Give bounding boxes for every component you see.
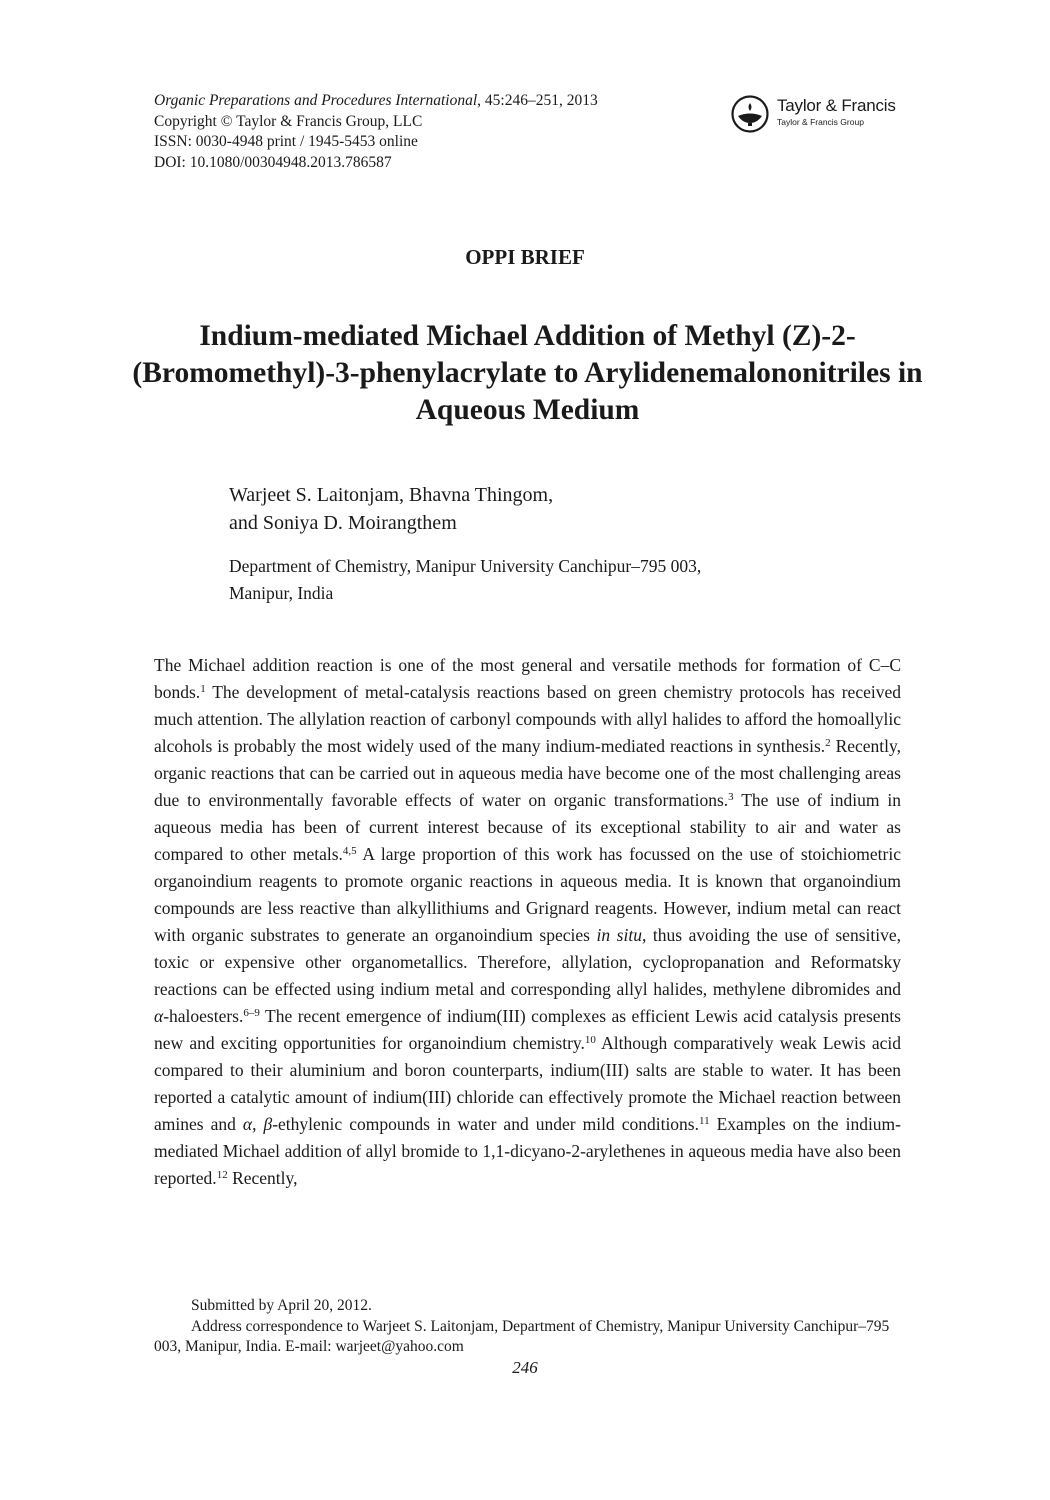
section-label: OPPI BRIEF — [465, 245, 585, 269]
affiliation-line-1: Department of Chemistry, Manipur University Canchipur–795 003, — [229, 556, 702, 576]
body-text-span: -ethylenic compounds in water and under mild conditions. — [272, 1114, 699, 1134]
body-text-span: Although comparatively weak Lewis acid compared to their aluminium and boron counterparts, indium(III) salts are stable to water. It has been reported a catalytic amount of indium(III) chloride can effectively promote the Michael reaction between amines and — [154, 1033, 901, 1134]
citation-ref: 12 — [216, 1169, 228, 1181]
doi-line: DOI: 10.1080/00304948.2013.786587 — [154, 153, 392, 171]
body-text-span: , thus avoiding the use of sensitive, toxic or expensive other organometallics. Therefore, allylation, cyclopropanation and Reformatsky reactions can be effected using indium metal and corresponding allyl halides, methylene dibromides and — [154, 925, 901, 999]
greek-symbol: α — [242, 1114, 253, 1134]
authors-line-2: and Soniya D. Moirangthem — [229, 512, 457, 534]
correspondence-note: Address correspondence to Warjeet S. Laitonjam, Department of Chemistry, Manipur University Canchipur–795 003, Manipur, India. E-mail: warjeet@yahoo.com — [154, 1317, 890, 1355]
journal-citation: , 45:246–251, 2013 — [477, 92, 598, 109]
publisher-logo — [730, 94, 910, 134]
body-text-span: -haloesters. — [163, 1006, 244, 1026]
journal-citation-line — [154, 91, 598, 112]
body-text-span: Recently, — [227, 1168, 298, 1188]
body-text-span: Recently, organic reactions that can be carried out in aqueous media have become one of the most challenging areas due to environmentally favorable effects of water on organic transformations. — [154, 736, 902, 810]
article-title: Indium-mediated Michael Addition of Methyl (Z)-2-(Bromomethyl)-3-phenylacrylate to Arylidenemalononitriles in Aqueous Medium — [132, 320, 923, 426]
body-text-span: , — [252, 1114, 264, 1134]
journal-info — [154, 91, 598, 173]
authors-line-1: Warjeet S. Laitonjam, Bhavna Thingom, — [229, 484, 554, 506]
greek-symbol: α — [154, 1006, 164, 1026]
body-text-span: The Michael addition reaction is one of the most general and versatile methods for formation of C–C bonds. — [154, 655, 901, 702]
author-list — [229, 481, 553, 537]
affiliation-line-2: Manipur, India — [229, 583, 334, 603]
journal-name: Organic Preparations and Procedures International — [154, 92, 478, 109]
page-number: 246 — [512, 1358, 538, 1377]
copyright-line: Copyright © Taylor & Francis Group, LLC — [154, 112, 423, 130]
body-text-span: The development of metal-catalysis reactions based on green chemistry protocols has received much attention. The allylation reaction of carbonyl compounds with allyl halides to afford the homoallylic alcohols is probably the most widely used of the many indium-mediated reactions in synthesis. — [154, 682, 901, 756]
footnotes — [154, 1296, 901, 1358]
publisher-group: Taylor & Francis Group — [777, 117, 864, 127]
citation-ref: 1 — [200, 683, 206, 695]
italic-term: in situ — [596, 925, 642, 945]
issn-line: ISSN: 0030-4948 print / 1945-5453 online — [154, 133, 418, 150]
submitted-note: Submitted by April 20, 2012. — [191, 1297, 372, 1314]
affiliation — [229, 553, 701, 607]
publisher-brand: Taylor & Francis — [777, 96, 896, 115]
body-text-span: A large proportion of this work has focussed on the use of stoichiometric organoindium reagents to promote organic reactions in aqueous media. It is known that organoindium compounds are less reactive than alkyllithiums and Grignard reagents. However, indium metal can react with organic substrates to generate an organoindium species — [154, 844, 901, 945]
citation-ref: 11 — [699, 1115, 710, 1127]
citation-ref: 4,5 — [342, 845, 357, 857]
citation-ref: 6–9 — [243, 1007, 260, 1019]
body-text-span: Examples on the indium-mediated Michael addition of allyl bromide to 1,1-dicyano-2-arylethenes in aqueous media have also been reported. — [154, 1114, 901, 1188]
lamp-logo-icon — [730, 94, 770, 134]
body-paragraph — [154, 652, 901, 1192]
citation-ref: 10 — [584, 1034, 596, 1046]
body-text-span: The recent emergence of indium(III) complexes as efficient Lewis acid catalysis presents new and exciting opportunities for organoindium chemistry. — [154, 1006, 901, 1053]
citation-ref: 3 — [728, 791, 734, 803]
body-text-span: The use of indium in aqueous media has been of current interest because of its exceptional stability to air and water as compared to other metals. — [154, 790, 902, 864]
greek-symbol: β — [263, 1114, 273, 1134]
citation-ref: 2 — [825, 737, 831, 749]
